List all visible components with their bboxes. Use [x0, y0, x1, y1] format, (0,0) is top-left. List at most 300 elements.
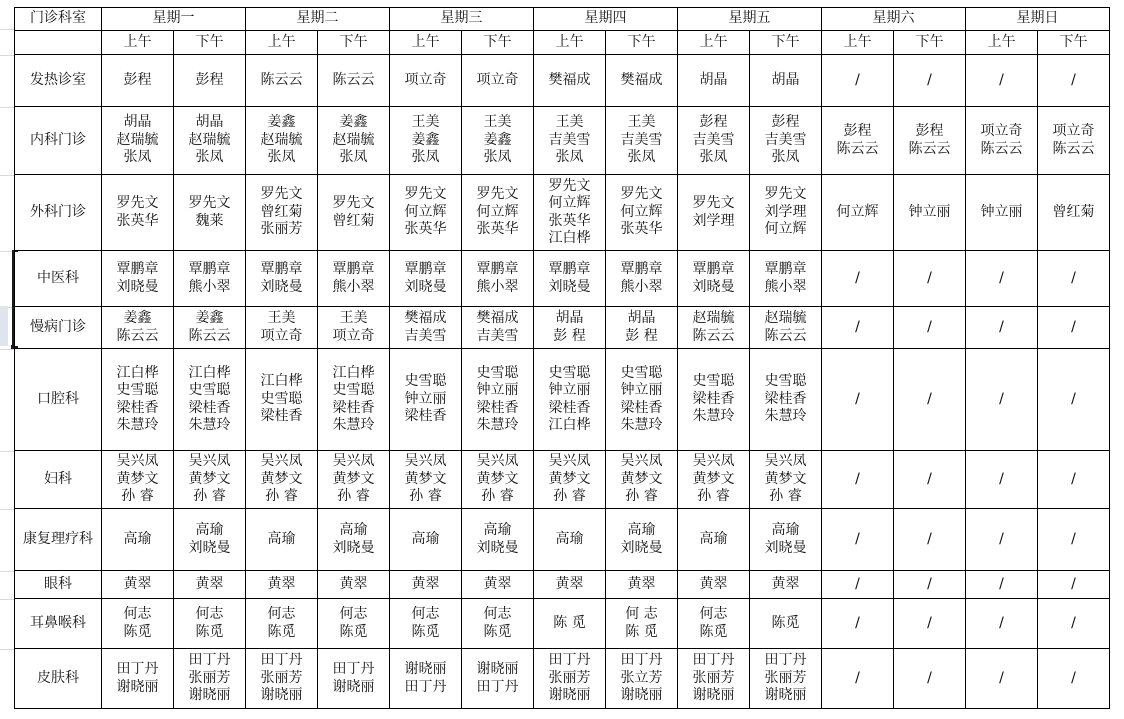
doctor-name: 高瑜 — [123, 530, 152, 547]
doctor-cell[interactable] — [246, 599, 318, 649]
doctor-name: 陈云云 — [764, 327, 807, 344]
day-header-cell[interactable]: 星期二 — [246, 8, 390, 31]
doctor-name: 朱慧玲 — [692, 408, 735, 425]
doctor-cell[interactable] — [174, 599, 246, 649]
doctor-cell[interactable] — [822, 107, 894, 175]
doctor-cell[interactable] — [1038, 175, 1110, 251]
doctor-cell[interactable] — [390, 599, 462, 649]
doctor-cell[interactable] — [318, 349, 390, 451]
doctor-name: 江白桦 — [260, 373, 303, 390]
doctor-name: 黄翠 — [123, 575, 152, 592]
doctor-name: 谢晓丽 — [260, 687, 303, 704]
doctor-name: 何 志 — [625, 606, 658, 622]
period-header-cell[interactable]: 上午 — [102, 31, 174, 55]
doctor-name: / — [1071, 530, 1076, 547]
doctor-cell[interactable] — [174, 649, 246, 709]
doctor-name: / — [1071, 614, 1076, 631]
period-header-cell[interactable]: 上午 — [390, 31, 462, 55]
doctor-cell[interactable] — [102, 599, 174, 649]
row-gridline — [0, 29, 14, 30]
doctor-name: / — [927, 530, 932, 547]
doctor-name: / — [1071, 575, 1076, 592]
doctor-name: 黄梦文 — [332, 470, 375, 487]
doctor-cell[interactable] — [318, 509, 390, 571]
day-header-cell[interactable]: 星期五 — [678, 8, 822, 31]
doctor-name: 张立芳 — [620, 669, 663, 686]
doctor-name: / — [1071, 71, 1076, 88]
doctor-cell[interactable] — [750, 509, 822, 571]
doctor-cell[interactable] — [606, 451, 678, 509]
doctor-name: 熊小翠 — [620, 278, 663, 295]
doctor-cell[interactable] — [174, 307, 246, 349]
doctor-cell[interactable] — [822, 307, 894, 349]
doctor-cell[interactable] — [390, 509, 462, 571]
doctor-cell[interactable] — [822, 349, 894, 451]
day-header-cell[interactable]: 星期日 — [966, 8, 1110, 31]
doctor-cell[interactable] — [534, 571, 606, 599]
doctor-cell[interactable] — [462, 307, 534, 349]
row-gridline — [0, 599, 14, 600]
doctor-name: 田丁丹 — [188, 652, 231, 669]
doctor-name: 陈云云 — [908, 140, 951, 157]
doctor-name: / — [1071, 318, 1076, 335]
doctor-cell[interactable] — [750, 349, 822, 451]
doctor-cell[interactable] — [822, 599, 894, 649]
doctor-cell[interactable] — [966, 509, 1038, 571]
doctor-name: 姜鑫 — [483, 131, 512, 148]
doctor-name: 吴兴凤 — [548, 453, 591, 470]
doctor-name: 陈云云 — [260, 71, 303, 88]
doctor-cell[interactable] — [534, 307, 606, 349]
doctor-name: 何志 — [123, 606, 152, 622]
doctor-name: / — [927, 318, 932, 335]
doctor-cell[interactable] — [1038, 451, 1110, 509]
doctor-cell[interactable] — [606, 349, 678, 451]
doctor-name: 罗先文 — [620, 186, 663, 203]
doctor-cell[interactable] — [1038, 307, 1110, 349]
doctor-cell[interactable] — [606, 649, 678, 709]
doctor-name: 张英华 — [620, 221, 663, 238]
doctor-name: 谢晓丽 — [548, 687, 591, 704]
doctor-cell[interactable] — [174, 175, 246, 251]
doctor-name: 陈觅 — [699, 623, 728, 640]
doctor-cell[interactable] — [462, 571, 534, 599]
doctor-name: 黄梦文 — [764, 470, 807, 487]
doctor-name: 梁桂香 — [260, 408, 303, 425]
doctor-cell[interactable] — [894, 251, 966, 307]
doctor-name: 黄翠 — [555, 575, 584, 592]
doctor-cell[interactable] — [750, 55, 822, 107]
doctor-cell[interactable] — [822, 509, 894, 571]
doctor-name: 赵瑞毓 — [332, 131, 375, 148]
doctor-name: 田丁丹 — [116, 661, 159, 677]
department-row — [15, 649, 1110, 709]
doctor-cell[interactable] — [606, 571, 678, 599]
doctor-name: 陈觅 — [339, 623, 368, 640]
doctor-cell[interactable] — [750, 307, 822, 349]
doctor-cell[interactable] — [462, 107, 534, 175]
doctor-cell[interactable] — [390, 107, 462, 175]
doctor-name: 覃鹏章 — [332, 261, 375, 277]
doctor-name: 陈觅 — [195, 623, 224, 640]
doctor-name: 何立辉 — [548, 195, 591, 211]
doctor-cell[interactable] — [822, 451, 894, 509]
doctor-name: 魏莱 — [195, 212, 224, 229]
doctor-cell[interactable] — [750, 599, 822, 649]
doctor-name: 孙 睿 — [265, 488, 298, 505]
period-header-cell[interactable]: 上午 — [534, 31, 606, 55]
doctor-cell[interactable] — [966, 307, 1038, 349]
doctor-name: 谢晓丽 — [404, 661, 447, 677]
doctor-cell[interactable] — [318, 175, 390, 251]
department-name-cell[interactable]: 中医科 — [15, 251, 102, 307]
doctor-cell[interactable] — [1038, 107, 1110, 175]
doctor-cell[interactable] — [678, 55, 750, 107]
department-name-cell[interactable]: 耳鼻喉科 — [15, 599, 102, 649]
row-gridline — [0, 107, 14, 108]
blank-header-cell[interactable] — [15, 31, 102, 55]
doctor-cell[interactable] — [174, 509, 246, 571]
doctor-cell[interactable] — [174, 55, 246, 107]
doctor-cell[interactable] — [1038, 571, 1110, 599]
doctor-cell[interactable] — [1038, 649, 1110, 709]
doctor-cell[interactable] — [534, 175, 606, 251]
doctor-cell[interactable] — [966, 599, 1038, 649]
doctor-cell[interactable] — [894, 451, 966, 509]
doctor-cell[interactable] — [102, 175, 174, 251]
row-gridline — [0, 649, 14, 650]
doctor-name: 朱慧玲 — [188, 417, 231, 433]
period-header-cell[interactable]: 上午 — [246, 31, 318, 55]
doctor-name: 张凤 — [411, 149, 440, 166]
doctor-name: 梁桂香 — [332, 399, 375, 416]
period-header-cell[interactable]: 下午 — [174, 31, 246, 55]
doctor-cell[interactable] — [246, 175, 318, 251]
doctor-name: 黄梦文 — [476, 470, 519, 487]
doctor-cell[interactable] — [246, 509, 318, 571]
doctor-name: / — [927, 269, 932, 286]
doctor-cell[interactable] — [246, 307, 318, 349]
doctor-cell[interactable] — [894, 509, 966, 571]
doctor-cell[interactable] — [390, 349, 462, 451]
doctor-cell[interactable] — [318, 55, 390, 107]
doctor-name: 黄梦文 — [620, 470, 663, 487]
doctor-cell[interactable] — [174, 571, 246, 599]
period-header-cell[interactable]: 下午 — [318, 31, 390, 55]
doctor-name: 彭程 — [699, 114, 728, 131]
doctor-name: 吴兴凤 — [404, 453, 447, 470]
doctor-name: 王美 — [267, 310, 296, 326]
period-header-cell[interactable]: 下午 — [750, 31, 822, 55]
doctor-name: / — [1071, 470, 1076, 487]
doctor-name: 钟立丽 — [620, 382, 663, 398]
doctor-cell[interactable] — [534, 599, 606, 649]
doctor-name: 黄翠 — [411, 575, 440, 592]
doctor-cell[interactable] — [966, 571, 1038, 599]
doctor-name: 覃鹏章 — [116, 261, 159, 277]
day-header-cell[interactable]: 星期三 — [390, 8, 534, 31]
doctor-cell[interactable] — [966, 451, 1038, 509]
doctor-cell[interactable] — [678, 571, 750, 599]
doctor-cell[interactable] — [894, 307, 966, 349]
period-header-cell[interactable]: 下午 — [894, 31, 966, 55]
doctor-name: / — [855, 669, 860, 686]
doctor-cell[interactable] — [678, 349, 750, 451]
doctor-cell[interactable] — [1038, 349, 1110, 451]
doctor-cell[interactable] — [462, 599, 534, 649]
doctor-name: 姜鑫 — [411, 131, 440, 148]
doctor-name: 梁桂香 — [116, 399, 159, 416]
doctor-name: 高瑜 — [267, 530, 296, 547]
doctor-cell[interactable] — [102, 55, 174, 107]
doctor-name: 何立辉 — [476, 203, 519, 220]
doctor-cell[interactable] — [390, 307, 462, 349]
day-header-cell[interactable]: 星期四 — [534, 8, 678, 31]
doctor-name: 陈云云 — [116, 327, 159, 344]
doctor-cell[interactable] — [1038, 509, 1110, 571]
doctor-cell[interactable] — [678, 307, 750, 349]
doctor-cell[interactable] — [534, 55, 606, 107]
doctor-cell[interactable] — [750, 175, 822, 251]
doctor-cell[interactable] — [606, 251, 678, 307]
doctor-cell[interactable] — [822, 175, 894, 251]
doctor-name: 吉美雪 — [404, 327, 447, 344]
doctor-name: 高瑜 — [771, 522, 800, 538]
doctor-cell[interactable] — [246, 349, 318, 451]
doctor-cell[interactable] — [606, 307, 678, 349]
doctor-cell[interactable] — [534, 649, 606, 709]
doctor-name: 刘晓曼 — [116, 278, 159, 295]
doctor-cell[interactable] — [246, 107, 318, 175]
doctor-cell[interactable] — [966, 107, 1038, 175]
department-row — [15, 55, 1110, 107]
doctor-name: 樊福成 — [548, 71, 591, 88]
doctor-cell[interactable] — [534, 349, 606, 451]
doctor-cell[interactable] — [822, 251, 894, 307]
doctor-cell[interactable] — [462, 175, 534, 251]
doctor-name: / — [855, 71, 860, 88]
department-name-cell[interactable]: 发热诊室 — [15, 55, 102, 107]
doctor-name: 朱慧玲 — [620, 417, 663, 433]
doctor-cell[interactable] — [678, 175, 750, 251]
doctor-cell[interactable] — [318, 571, 390, 599]
doctor-cell[interactable] — [246, 649, 318, 709]
doctor-cell[interactable] — [678, 599, 750, 649]
doctor-cell[interactable] — [462, 649, 534, 709]
doctor-name: / — [999, 575, 1004, 592]
doctor-name: / — [999, 71, 1004, 88]
doctor-name: 黄翠 — [699, 575, 728, 592]
department-name-cell[interactable]: 妇科 — [15, 451, 102, 509]
doctor-name: 史雪聪 — [332, 382, 375, 398]
doctor-name: 陈云云 — [332, 71, 375, 88]
doctor-name: 吉美雪 — [548, 131, 591, 148]
doctor-cell[interactable] — [102, 107, 174, 175]
corner-header-cell[interactable]: 门诊科室 — [15, 8, 102, 31]
department-row — [15, 349, 1110, 451]
department-name-cell[interactable]: 外科门诊 — [15, 175, 102, 251]
period-header-cell[interactable]: 上午 — [822, 31, 894, 55]
doctor-cell[interactable] — [462, 251, 534, 307]
doctor-cell[interactable] — [1038, 251, 1110, 307]
doctor-cell[interactable] — [606, 175, 678, 251]
doctor-cell[interactable] — [534, 451, 606, 509]
doctor-cell[interactable] — [102, 251, 174, 307]
doctor-name: 谢晓丽 — [620, 687, 663, 704]
doctor-cell[interactable] — [174, 251, 246, 307]
doctor-cell[interactable] — [822, 55, 894, 107]
doctor-cell[interactable] — [678, 451, 750, 509]
day-header-cell[interactable]: 星期一 — [102, 8, 246, 31]
doctor-cell[interactable] — [318, 599, 390, 649]
doctor-cell[interactable] — [102, 649, 174, 709]
day-header-row — [15, 8, 1110, 31]
doctor-cell[interactable] — [750, 251, 822, 307]
doctor-cell[interactable] — [462, 451, 534, 509]
doctor-cell[interactable] — [678, 107, 750, 175]
doctor-cell[interactable] — [606, 107, 678, 175]
period-header-cell[interactable]: 上午 — [966, 31, 1038, 55]
doctor-cell[interactable] — [318, 307, 390, 349]
doctor-name: 覃鹏章 — [692, 261, 735, 277]
doctor-name: 罗先文 — [332, 195, 375, 211]
doctor-cell[interactable] — [246, 251, 318, 307]
doctor-cell[interactable] — [318, 251, 390, 307]
doctor-name: 黄梦文 — [548, 470, 591, 487]
doctor-name: 钟立丽 — [908, 203, 951, 220]
doctor-name: 钟立丽 — [548, 382, 591, 398]
doctor-name: 黄梦文 — [404, 470, 447, 487]
doctor-cell[interactable] — [750, 571, 822, 599]
doctor-name: / — [1071, 669, 1076, 686]
department-name-cell[interactable]: 口腔科 — [15, 349, 102, 451]
doctor-cell[interactable] — [534, 251, 606, 307]
doctor-cell[interactable] — [822, 571, 894, 599]
doctor-cell[interactable] — [462, 349, 534, 451]
doctor-cell[interactable] — [894, 107, 966, 175]
doctor-cell[interactable] — [102, 451, 174, 509]
doctor-cell[interactable] — [102, 349, 174, 451]
doctor-cell[interactable] — [894, 175, 966, 251]
doctor-cell[interactable] — [174, 349, 246, 451]
doctor-cell[interactable] — [822, 649, 894, 709]
doctor-name: 刘学理 — [692, 212, 735, 229]
row-gridline — [0, 349, 14, 350]
doctor-name: / — [999, 269, 1004, 286]
doctor-name: 彭程 — [915, 123, 944, 139]
doctor-cell[interactable] — [966, 649, 1038, 709]
doctor-cell[interactable] — [894, 571, 966, 599]
doctor-cell[interactable] — [894, 349, 966, 451]
doctor-cell[interactable] — [246, 451, 318, 509]
department-name-cell[interactable]: 眼科 — [15, 571, 102, 599]
doctor-cell[interactable] — [102, 571, 174, 599]
doctor-cell[interactable] — [102, 307, 174, 349]
doctor-cell[interactable] — [390, 571, 462, 599]
doctor-name: 梁桂香 — [476, 399, 519, 416]
doctor-cell[interactable] — [1038, 55, 1110, 107]
doctor-cell[interactable] — [966, 251, 1038, 307]
doctor-cell[interactable] — [1038, 599, 1110, 649]
doctor-cell[interactable] — [462, 55, 534, 107]
department-name-cell[interactable]: 康复理疗科 — [15, 509, 102, 571]
doctor-cell[interactable] — [390, 649, 462, 709]
department-name-cell[interactable]: 慢病门诊 — [15, 307, 102, 349]
department-name-cell[interactable]: 内科门诊 — [15, 107, 102, 175]
doctor-cell[interactable] — [678, 251, 750, 307]
doctor-name: / — [927, 669, 932, 686]
doctor-cell[interactable] — [678, 649, 750, 709]
doctor-name: / — [855, 269, 860, 286]
doctor-cell[interactable] — [678, 509, 750, 571]
period-header-cell[interactable]: 下午 — [462, 31, 534, 55]
doctor-cell[interactable] — [606, 55, 678, 107]
doctor-cell[interactable] — [894, 55, 966, 107]
doctor-name: 陈 觅 — [553, 614, 586, 631]
doctor-name: 姜鑫 — [339, 114, 368, 131]
doctor-cell[interactable] — [750, 649, 822, 709]
doctor-cell[interactable] — [390, 55, 462, 107]
day-header-cell[interactable]: 星期六 — [822, 8, 966, 31]
doctor-cell[interactable] — [966, 175, 1038, 251]
doctor-cell[interactable] — [606, 509, 678, 571]
doctor-cell[interactable] — [966, 349, 1038, 451]
doctor-cell[interactable] — [390, 175, 462, 251]
doctor-name: 史雪聪 — [692, 373, 735, 390]
doctor-cell[interactable] — [606, 599, 678, 649]
department-name-cell[interactable]: 皮肤科 — [15, 649, 102, 709]
doctor-name: 彭程 — [843, 123, 872, 139]
doctor-cell[interactable] — [246, 55, 318, 107]
doctor-cell[interactable] — [318, 451, 390, 509]
doctor-name: 张凤 — [339, 149, 368, 166]
doctor-cell[interactable] — [174, 107, 246, 175]
doctor-cell[interactable] — [390, 251, 462, 307]
row-gridline — [0, 509, 14, 510]
doctor-name: 陈觅 — [483, 623, 512, 640]
doctor-cell[interactable] — [102, 509, 174, 571]
doctor-cell[interactable] — [534, 107, 606, 175]
doctor-name: 吴兴凤 — [764, 453, 807, 470]
doctor-name: 刘晓曼 — [548, 278, 591, 295]
doctor-cell[interactable] — [750, 107, 822, 175]
doctor-cell[interactable] — [750, 451, 822, 509]
period-header-cell[interactable]: 下午 — [1038, 31, 1110, 55]
doctor-name: 史雪聪 — [188, 382, 231, 398]
period-header-cell[interactable]: 上午 — [678, 31, 750, 55]
doctor-cell[interactable] — [318, 107, 390, 175]
doctor-name: 高瑜 — [339, 522, 368, 538]
doctor-name: 朱慧玲 — [476, 417, 519, 433]
doctor-cell[interactable] — [966, 55, 1038, 107]
doctor-cell[interactable] — [390, 451, 462, 509]
doctor-name: 吴兴凤 — [692, 453, 735, 470]
doctor-name: 田丁丹 — [548, 652, 591, 669]
doctor-cell[interactable] — [534, 509, 606, 571]
doctor-cell[interactable] — [318, 649, 390, 709]
doctor-name: 谢晓丽 — [692, 687, 735, 704]
doctor-cell[interactable] — [894, 599, 966, 649]
doctor-cell[interactable] — [174, 451, 246, 509]
doctor-cell[interactable] — [246, 571, 318, 599]
doctor-cell[interactable] — [462, 509, 534, 571]
clinic-schedule-table — [14, 7, 1110, 709]
doctor-name: 胡晶 — [123, 114, 152, 131]
doctor-name: 孙 睿 — [481, 488, 514, 505]
doctor-cell[interactable] — [894, 649, 966, 709]
doctor-name: 史雪聪 — [620, 364, 663, 381]
period-header-cell[interactable]: 下午 — [606, 31, 678, 55]
